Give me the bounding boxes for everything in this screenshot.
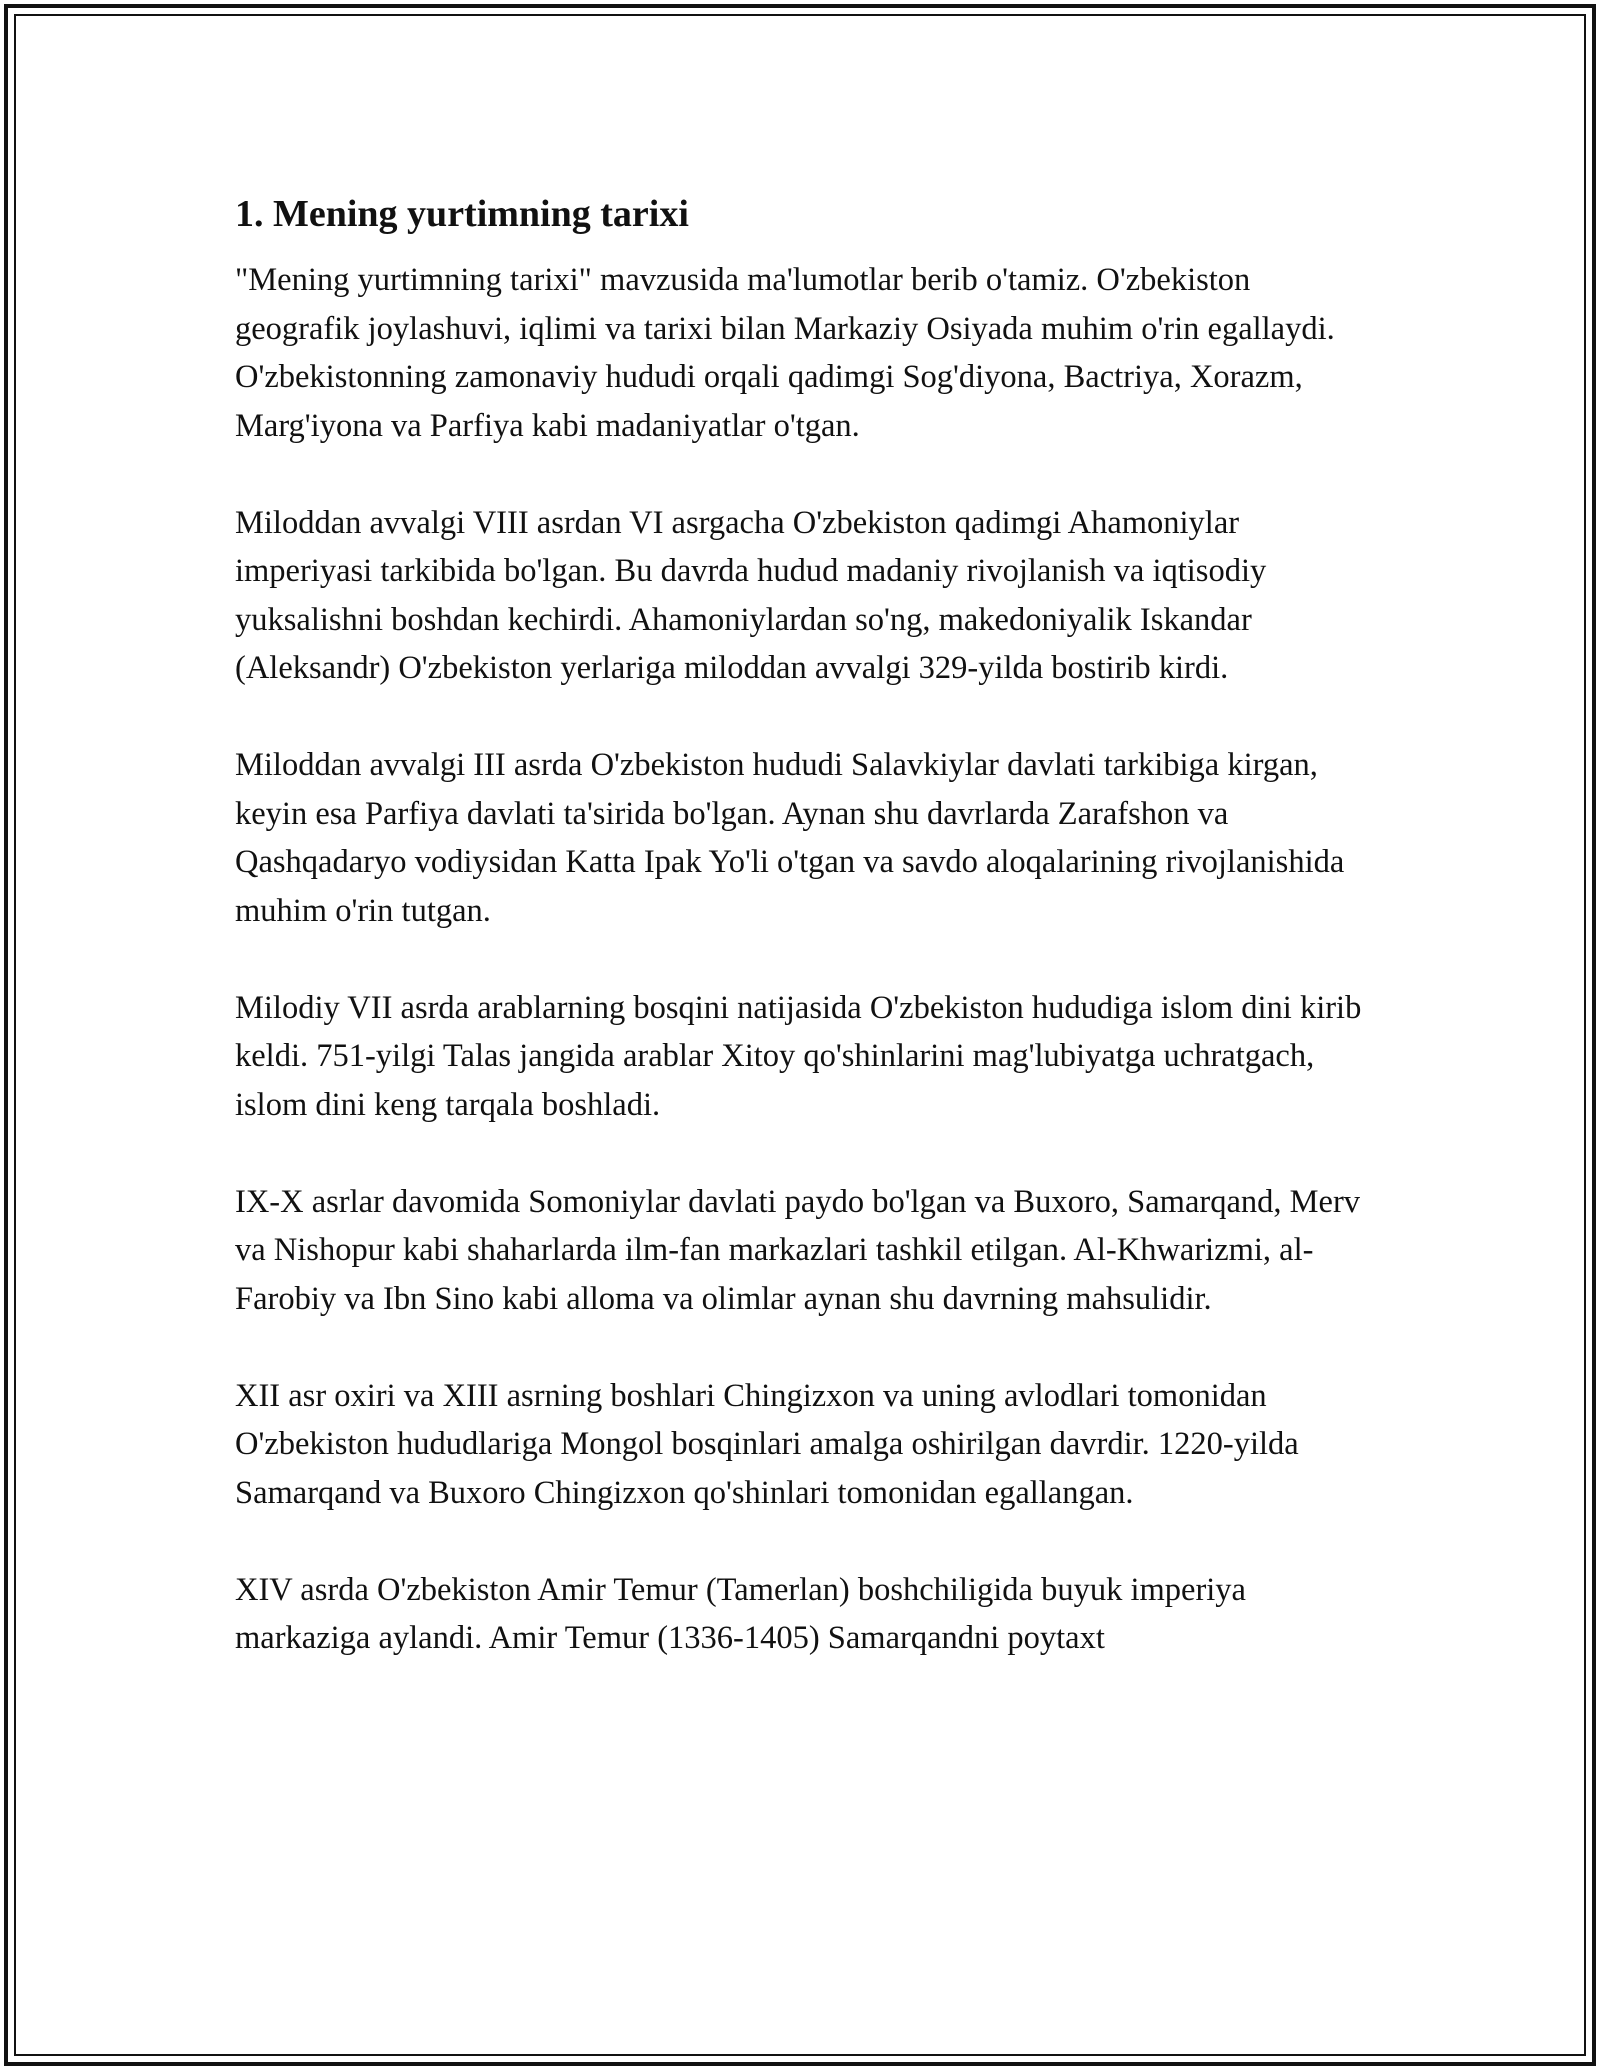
paragraph-achaemenid: Miloddan avvalgi VIII asrdan VI asrgacha O'zbekiston qadimgi Ahamoniylar imperiyasi tarkibida bo'lgan. Bu davrda hudud madaniy rivojlanish va iqtisodiy yuksalishni boshdan kechirdi. Ahamoniylardan so'ng, makedoniyalik Iskandar (Aleksandr) O'zbekiston yerlariga miloddan avvalgi 329-yilda bostirib kirdi.: [235, 504, 1267, 686]
paragraph-arab-conquest: Milodiy VII asrda arablarning bosqini natijasida O'zbekiston hududiga islom dini kirib keldi. 751-yilgi Talas jangida arablar Xitoy qo'shinlarini mag'lubiyatga uchratgach, islom dini keng tarqala boshladi.: [235, 989, 1362, 1123]
paragraph-seleucid: Miloddan avvalgi III asrda O'zbekiston hududi Salavkiylar davlati tarkibiga kirgan, keyin esa Parfiya davlati ta'sirida bo'lgan. Aynan shu davrlarda Zarafshon va Qashqadaryo vodiysidan Katta Ipak Yo'li o'tgan va savdo aloqalarining rivojlanishida muhim o'rin tutgan.: [235, 747, 1345, 929]
paragraph-mongol: XII asr oxiri va XIII asrning boshlari Chingizxon va uning avlodlari tomonidan O'zbekiston hududlariga Mongol bosqinlari amalga oshirilgan davrdir. 1220-yilda Samarqand va Buxoro Chingizxon qo'shinlari tomonidan egallangan.: [235, 1377, 1299, 1511]
paragraph-timurid: XIV asrda O'zbekiston Amir Temur (Tamerlan) boshchiligida buyuk imperiya markaziga aylandi. Amir Temur (1336-1405) Samarqandni poytaxt: [235, 1571, 1246, 1656]
document-title: 1. Mening yurtimning tarixi: [235, 193, 689, 235]
paragraph-samanid: IX-X asrlar davomida Somoniylar davlati paydo bo'lgan va Buxoro, Samarqand, Merv va Nishopur kabi shaharlarda ilm-fan markazlari tashkil etilgan. Al-Khwarizmi, al-Farobiy va Ibn Sino kabi alloma va olimlar aynan shu davrning mahsulidir.: [235, 1183, 1361, 1317]
document-body: [235, 182, 1375, 1711]
paragraph-intro: "Mening yurtimning tarixi" mavzusida ma'lumotlar berib o'tamiz. O'zbekiston geografik joylashuvi, iqlimi va tarixi bilan Markaziy Osiyada muhim o'rin egallaydi. O'zbekistonning zamonaviy hududi orqali qadimgi Sog'diyona, Bactriya, Xorazm, Marg'iyona va Parfiya kabi madaniyatlar o'tgan.: [235, 262, 1335, 444]
